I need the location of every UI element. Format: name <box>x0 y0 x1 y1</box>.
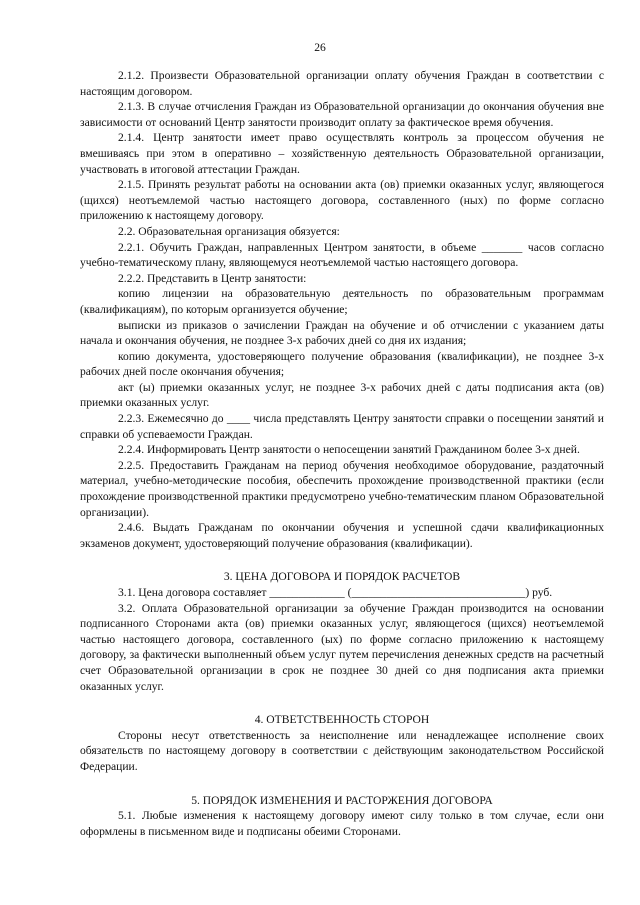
clause-2-2-3: 2.2.3. Ежемесячно до ____ числа представлять Центру занятости справки о посещении занятий и справки об успеваемости Граждан. <box>80 412 604 441</box>
clause-2-1-5: 2.1.5. Принять результат работы на основании акта (ов) приемки оказанных услуг, являющегося (щихся) неотъемлемой частью настоящего договора, составленного (ных) по форме согласно приложению к настоящему договору. <box>80 178 604 223</box>
clause-education-document-copy: копию документа, удостоверяющего получение образования (квалификации), не позднее 3-х рабочих дней после окончания обучения; <box>80 349 604 379</box>
clause-2-2-2: 2.2.2. Представить в Центр занятости: <box>118 271 307 285</box>
clause-2-2-5: 2.2.5. Предоставить Гражданам на период обучения необходимое оборудование, раздаточный материал, учебно-методические пособия, обеспечить прохождение производственной практики (если прохождение производственной практики предусмотрено учебно-тематическим планом Образовательной организации). <box>80 458 604 519</box>
section-3-heading: 3. ЦЕНА ДОГОВОРА И ПОРЯДОК РАСЧЕТОВ <box>223 570 461 584</box>
document-body <box>80 68 604 839</box>
clause-license-copy: копию лицензии на образовательную деятельность по образовательным программам (квалификациям), по которым организуется обучение; <box>80 287 604 316</box>
clause-3-2: 3.2. Оплата Образовательной организации за обучение Граждан производится на основании подписанного Сторонами акта (ов) приемки оказанных услуг, являющегося (щихся) неотъемлемой частью настоящего договора, составленного (ых) по форме согласно приложению к настоящему договору, за фактически выполненный объем услуг путем перечисления денежных средств на расчетный счет Образовательной организации в срок не позднее 30 дней со дня подписания акта приемки оказанных услуг. <box>80 601 604 693</box>
section-5-heading: 5. ПОРЯДОК ИЗМЕНЕНИЯ И РАСТОРЖЕНИЯ ДОГОВОРА <box>191 793 493 807</box>
clause-2-1-2: 2.1.2. Произвести Образовательной организации оплату обучения Граждан в соответствии с настоящим договором. <box>80 69 604 98</box>
clause-acceptance-act: акт (ы) приемки оказанных услуг, не позднее 3-х рабочих дней с даты подписания акта (ов) приемки оказанных услуг. <box>80 380 604 410</box>
clause-5-1: 5.1. Любые изменения к настоящему договору имеют силу только в том случае, если они оформлены в письменном виде и подписаны обеими Сторонами. <box>80 809 604 838</box>
clause-3-1: 3.1. Цена договора составляет _____________ (______________________________) руб. <box>118 586 553 599</box>
page-number: 26 <box>314 41 326 54</box>
clause-4: Стороны несут ответственность за неисполнение или ненадлежащее исполнение своих обязательств по настоящему договору в соответствии с действующим законодательством Российской Федерации. <box>80 728 604 773</box>
clause-2-1-3: 2.1.3. В случае отчисления Граждан из Образовательной организации до окончания обучения вне зависимости от оснований Центр занятости производит оплату за фактическое время обучения. <box>80 100 604 129</box>
clause-2-2-1: 2.2.1. Обучить Граждан, направленных Центром занятости, в объеме _______ часов согласно учебно-тематическому плану, являющемуся неотъемлемой частью настоящего договора. <box>80 240 604 270</box>
clause-2-2-4: 2.2.4. Информировать Центр занятости о непосещении занятий Гражданином более 3-х дней. <box>118 443 580 457</box>
clause-order-extracts: выписки из приказов о зачислении Граждан на обучение и об отчислении с указанием даты начала и окончания обучения, не позднее 3-х рабочих дней со дня их издания; <box>80 318 604 348</box>
clause-2-1-4: 2.1.4. Центр занятости имеет право осуществлять контроль за процессом обучения не вмешиваясь при этом в оперативно – хозяйственную деятельность Образовательной организации, участвовать в итоговой аттестации Граждан. <box>80 131 604 176</box>
section-4-heading: 4. ОТВЕТСТВЕННОСТЬ СТОРОН <box>254 713 430 727</box>
clause-2-2: 2.2. Образовательная организация обязуется: <box>118 224 340 238</box>
clause-2-4-6: 2.4.6. Выдать Гражданам по окончании обучения и успешной сдачи квалификационных экзаменов документ, удостоверяющий получение образования (квалификации). <box>80 521 604 550</box>
